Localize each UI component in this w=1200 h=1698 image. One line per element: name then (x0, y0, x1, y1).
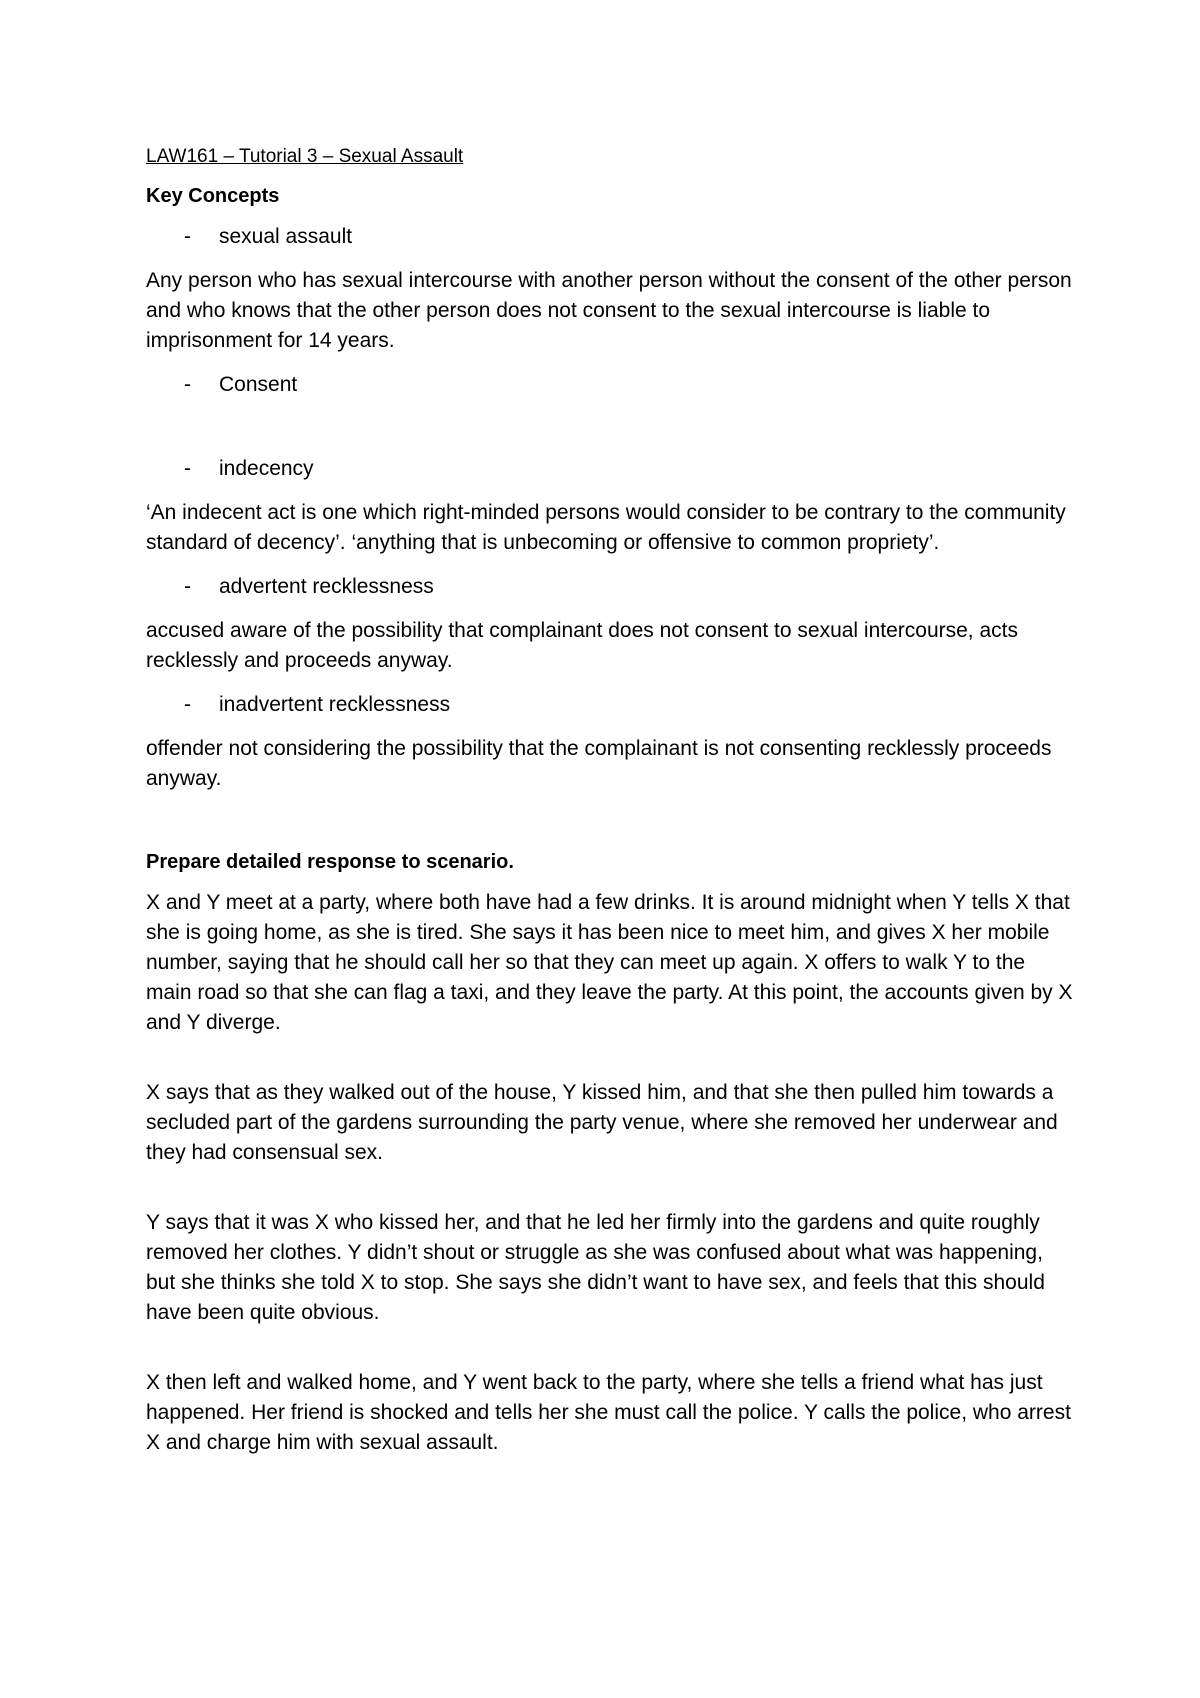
document-body (146, 144, 1076, 1472)
concept-term: indecency (219, 457, 314, 480)
bullet-dash: - (184, 225, 191, 248)
concept-item-indecency (146, 454, 1076, 484)
scenario-paragraph: Y says that it was X who kissed her, and that he led her firmly into the gardens and quite roughly removed her clothes. Y didn’t shout or struggle as she was confused about what was happening, but she thinks she told X to stop. She says she didn’t want to have sex, and feels that this should have been quite obvious. (146, 1211, 1045, 1324)
concept-item-inadvertent-recklessness (146, 690, 1076, 720)
concept-definition: accused aware of the possibility that complainant does not consent to sexual intercourse, acts recklessly and proceeds anyway. (146, 619, 1018, 672)
concept-definition: ‘An indecent act is one which right-minded persons would consider to be contrary to the community standard of decency’. ‘anything that is unbecoming or offensive to common propriety’. (146, 501, 1066, 554)
concept-term: advertent recklessness (219, 575, 434, 598)
concept-term: sexual assault (219, 225, 353, 248)
spacer (146, 1182, 1076, 1208)
concept-item-sexual-assault (146, 222, 1076, 252)
scenario-paragraph: X says that as they walked out of the house, Y kissed him, and that she then pulled him towards a secluded part of the gardens surrounding the party venue, where she removed her underwear and they had consensual sex. (146, 1081, 1058, 1164)
spacer (146, 1342, 1076, 1368)
concept-item-advertent-recklessness (146, 572, 1076, 602)
concept-item-consent (146, 370, 1076, 400)
concept-definition: offender not considering the possibility that the complainant is not consenting recklessly proceeds anyway. (146, 737, 1052, 790)
scenario-paragraph: X and Y meet at a party, where both have had a few drinks. It is around midnight when Y tells X that she is going home, as she is tired. She says it has been nice to meet him, and gives X her mobile number, saying that he should call her so that they can meet up again. X offers to walk Y to the main road so that she can flag a taxi, and they leave the party. At this point, the accounts given by X and Y diverge. (146, 891, 1073, 1034)
spacer (146, 414, 1076, 454)
bullet-dash: - (184, 457, 191, 480)
concept-term: Consent (219, 373, 298, 396)
bullet-dash: - (184, 373, 191, 396)
spacer (146, 1052, 1076, 1078)
key-concepts-heading: Key Concepts (146, 185, 280, 207)
concept-definition: Any person who has sexual intercourse with another person without the consent of the other person and who knows that the other person does not consent to the sexual intercourse is liable to imprisonment for 14 years. (146, 269, 1072, 352)
scenario-paragraph: X then left and walked home, and Y went back to the party, where she tells a friend what has just happened. Her friend is shocked and tells her she must call the police. Y calls the police, who arrest X and charge him with sexual assault. (146, 1371, 1071, 1454)
scenario-heading: Prepare detailed response to scenario. (146, 851, 514, 873)
bullet-dash: - (184, 693, 191, 716)
concept-term: inadvertent recklessness (219, 693, 451, 716)
bullet-dash: - (184, 575, 191, 598)
document-title: LAW161 – Tutorial 3 – Sexual Assault (146, 146, 464, 167)
spacer (146, 808, 1076, 848)
